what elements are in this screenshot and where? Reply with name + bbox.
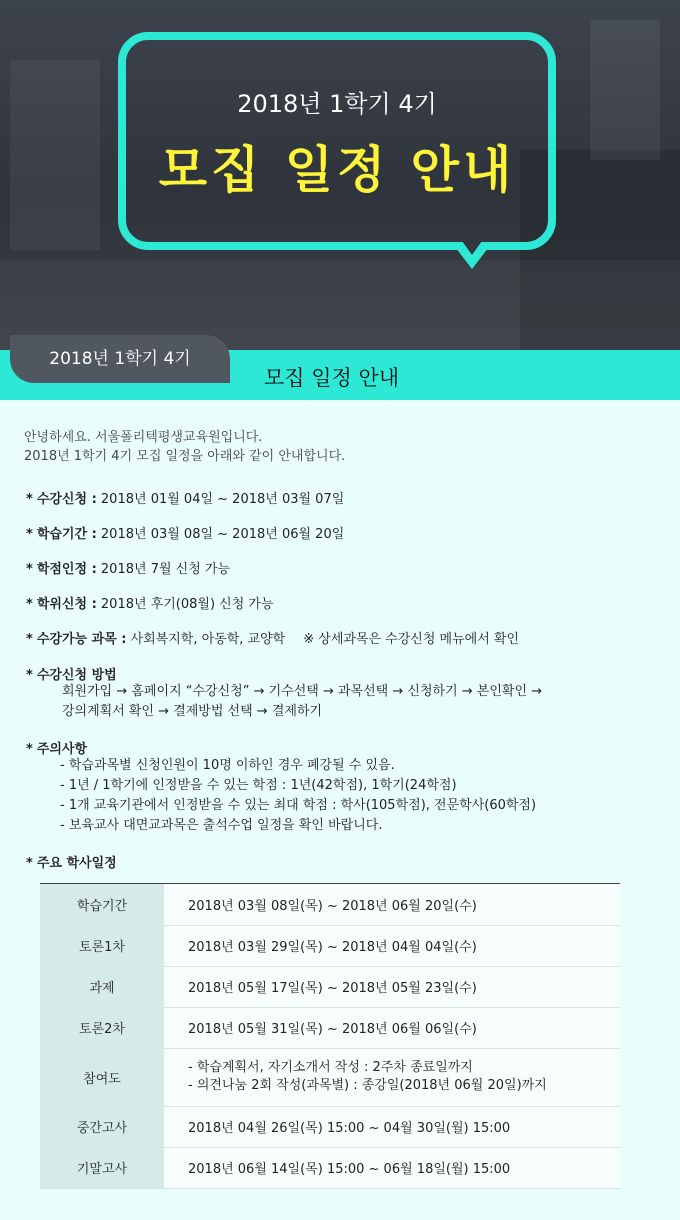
table-row — [40, 1048, 620, 1106]
degree-item — [26, 593, 274, 612]
participation-line: - 학습계획서, 자기소개서 작성 : 2주차 종료일까지 — [188, 1060, 473, 1075]
courses-item — [26, 628, 519, 647]
background-shape — [10, 60, 100, 250]
item-value: 2018년 7월 신청 가능 — [96, 562, 231, 577]
item-label: 수강신청 : — [36, 492, 97, 507]
table-row-value: 2018년 03월 29일(목) ~ 2018년 04월 04일(수) — [164, 925, 620, 966]
table-row-value — [164, 1048, 620, 1106]
bullet-star-icon: * — [26, 492, 33, 507]
method-steps — [62, 682, 542, 722]
item-value: 2018년 01월 04일 ~ 2018년 03월 07일 — [96, 492, 345, 507]
bullet-star-icon: * — [26, 742, 33, 757]
item-note: ※ 상세과목은 수강신청 메뉴에서 확인 — [303, 632, 520, 647]
item-value: 2018년 03월 08일 ~ 2018년 06월 20일 — [96, 527, 345, 542]
table-row-key: 학습기간 — [40, 884, 164, 925]
bullet-star-icon: * — [26, 562, 33, 577]
table-row — [40, 1007, 620, 1048]
enroll-item — [26, 488, 344, 507]
hero-subtitle: 2018년 1학기 4기 — [237, 90, 437, 118]
table-row-value: 2018년 06월 14일(목) 15:00 ~ 06월 18일(월) 15:00 — [164, 1147, 620, 1188]
table-row-key: 과제 — [40, 966, 164, 1007]
table-row-value: 2018년 05월 17일(목) ~ 2018년 05월 23일(수) — [164, 966, 620, 1007]
caution-list — [60, 756, 536, 836]
table-row — [40, 925, 620, 966]
caution-item — [26, 738, 87, 757]
caution-line: - 보육교사 대면교과목은 출석수업 일정을 확인 바랍니다. — [60, 818, 383, 833]
bullet-star-icon: * — [26, 527, 33, 542]
method-line: 회원가입 → 홈페이지 “수강신청” → 기수선택 → 과목선택 → 신청하기 → 본인확인 → — [62, 684, 543, 699]
schedule-table — [40, 884, 620, 1189]
bullet-star-icon: * — [26, 597, 33, 612]
item-label: 주의사항 — [36, 742, 88, 757]
schedule-heading — [26, 852, 117, 871]
intro-text — [24, 428, 345, 466]
table-row — [40, 884, 620, 925]
background-shape — [590, 20, 660, 160]
table-row-key: 중간고사 — [40, 1106, 164, 1147]
table-row-key: 기말고사 — [40, 1147, 164, 1188]
section-title: 모집 일정 안내 — [264, 366, 400, 390]
intro-line: 2018년 1학기 4기 모집 일정을 아래와 같이 안내합니다. — [24, 449, 346, 464]
study-period-item — [26, 523, 344, 542]
table-row — [40, 1106, 620, 1147]
table-row-value: 2018년 05월 31일(목) ~ 2018년 06월 06일(수) — [164, 1007, 620, 1048]
speech-bubble-tail-inner — [462, 241, 482, 255]
table-row — [40, 1147, 620, 1188]
caution-line: - 1개 교육기관에서 인정받을 수 있는 최대 학점 : 학사(105학점), 전문학사(60학점) — [60, 798, 537, 813]
method-item — [26, 664, 117, 683]
intro-line: 안녕하세요. 서울폴리텍평생교육원입니다. — [24, 430, 263, 445]
item-value: 사회복지학, 아동학, 교양학 — [126, 632, 286, 647]
table-row — [40, 966, 620, 1007]
table-row-value: 2018년 03월 08일(목) ~ 2018년 06월 20일(수) — [164, 884, 620, 925]
table-row-key: 참여도 — [40, 1048, 164, 1106]
credit-item — [26, 558, 230, 577]
term-tab: 2018년 1학기 4기 — [10, 335, 230, 383]
table-row-value: 2018년 04월 26일(목) 15:00 ~ 04월 30일(월) 15:00 — [164, 1106, 620, 1147]
item-label: 학위신청 : — [36, 597, 97, 612]
caution-line: - 1년 / 1학기에 인정받을 수 있는 학점 : 1년(42학점), 1학기(24학점) — [60, 778, 457, 793]
item-label: 수강신청 방법 — [36, 668, 117, 683]
bullet-star-icon: * — [26, 668, 33, 683]
bullet-star-icon: * — [26, 632, 33, 647]
caution-line: - 학습과목별 신청인원이 10명 이하인 경우 폐강될 수 있음. — [60, 758, 395, 773]
item-label: 수강가능 과목 : — [36, 632, 127, 647]
participation-line: - 의견나눔 2회 작성(과목별) : 종강일(2018년 06월 20일)까지 — [188, 1078, 547, 1093]
hero-banner — [0, 0, 680, 350]
bullet-star-icon: * — [26, 856, 33, 871]
hero-title: 모집 일정 안내 — [158, 141, 516, 199]
item-label: 학습기간 : — [36, 527, 97, 542]
method-line: 강의계획서 확인 → 결제방법 선택 → 결제하기 — [62, 704, 323, 719]
item-label: 주요 학사일정 — [36, 856, 117, 871]
table-row-key: 토론1차 — [40, 925, 164, 966]
item-value: 2018년 후기(08월) 신청 가능 — [96, 597, 274, 612]
table-row-key: 토론2차 — [40, 1007, 164, 1048]
item-label: 학점인정 : — [36, 562, 97, 577]
